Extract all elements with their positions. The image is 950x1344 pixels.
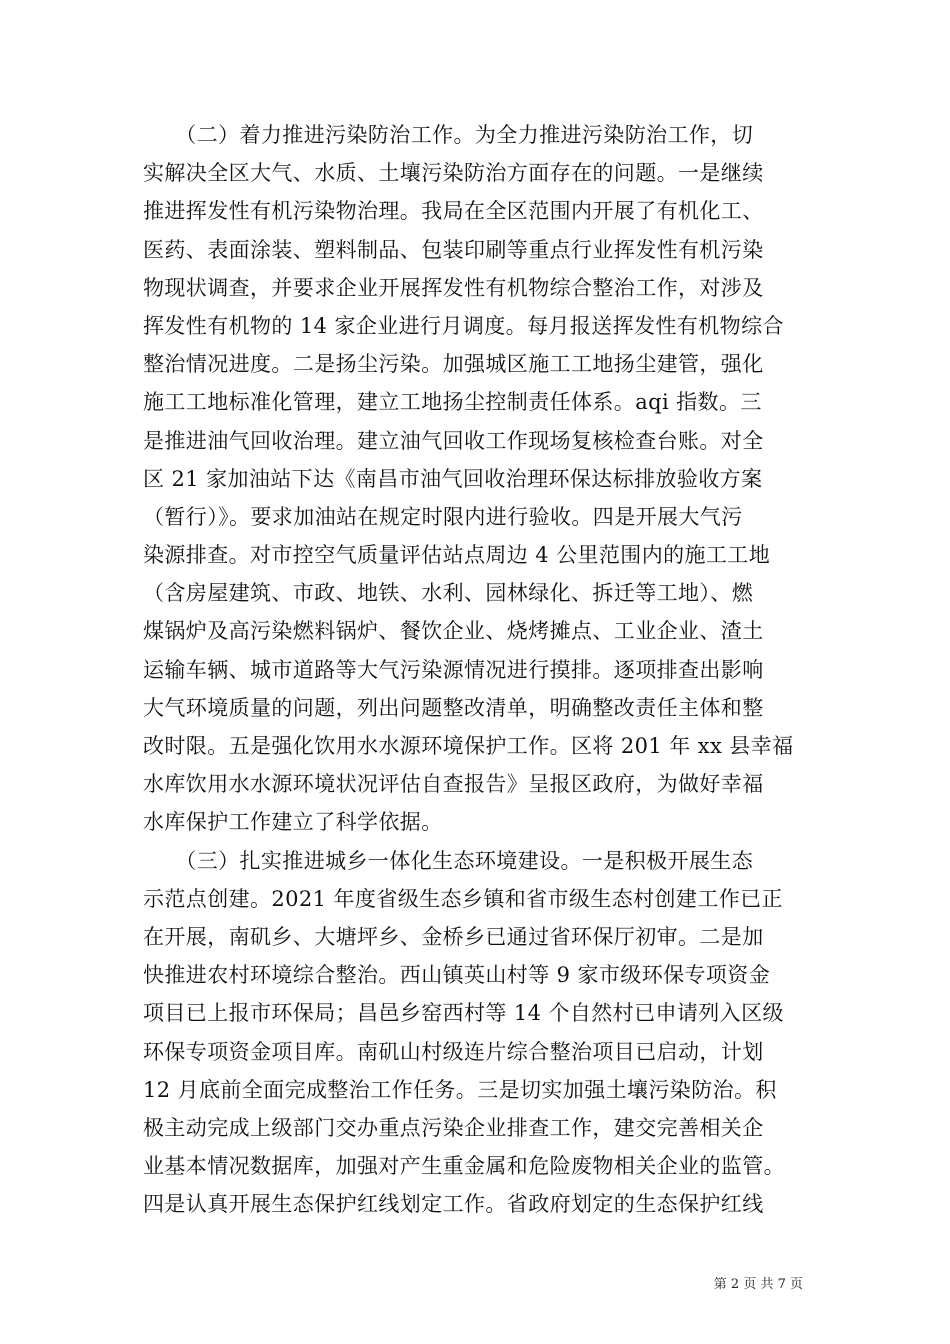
text-line: 在开展，南矶乡、大塘坪乡、金桥乡已通过省环保厅初审。二是加: [143, 924, 764, 949]
text-line: 水库保护工作建立了科学依据。: [143, 810, 443, 835]
text-line: 区 21 家加油站下达《南昌市油气回收治理环保达标排放验收方案: [143, 466, 763, 491]
text-line: 环保专项资金项目库。南矶山村级连片综合整治项目已启动，计划: [143, 1039, 764, 1064]
text-line: 业基本情况数据库，加强对产生重金属和危险废物相关企业的监管。: [143, 1154, 785, 1179]
text-line: 极主动完成上级部门交办重点污染企业排查工作，建交完善相关企: [143, 1115, 764, 1140]
text-line: 整治情况进度。二是扬尘污染。加强城区施工工地扬尘建管，强化: [143, 352, 764, 377]
text-line: 四是认真开展生态保护红线划定工作。省政府划定的生态保护红线: [143, 1192, 764, 1217]
text-line: 挥发性有机物的 14 家企业进行月调度。每月报送挥发性有机物综合: [143, 313, 784, 338]
text-line: 推进挥发性有机污染物治理。我局在全区范围内开展了有机化工、: [143, 199, 764, 224]
text-line: 快推进农村环境综合整治。西山镇英山村等 9 家市级环保专项资金: [143, 963, 771, 988]
text-line: 物现状调查，并要求企业开展挥发性有机物综合整治工作，对涉及: [143, 275, 764, 300]
text-line: 是推进油气回收治理。建立油气回收工作现场复核检查台账。对全: [143, 428, 764, 453]
text-line: 实解决全区大气、水质、土壤污染防治方面存在的问题。一是继续: [143, 161, 764, 186]
text-line: 医药、表面涂装、塑料制品、包装印刷等重点行业挥发性有机污染: [143, 237, 764, 262]
text-line: 染源排查。对市控空气质量评估站点周边 4 公里范围内的施工工地: [143, 543, 771, 568]
text-line: 运输车辆、城市道路等大气污染源情况进行摸排。逐项排查出影响: [143, 657, 764, 682]
text-line: 改时限。五是强化饮用水水源环境保护工作。区将 201 年 xx 县幸福: [143, 734, 794, 758]
text-line: 大气环境质量的问题，列出问题整改清单，明确整改责任主体和整: [143, 695, 764, 720]
text-line: 煤锅炉及高污染燃料锅炉、餐饮企业、烧烤摊点、工业企业、渣土: [143, 619, 764, 644]
text-line: （三）扎实推进城乡一体化生态环境建设。一是积极开展生态: [143, 848, 754, 873]
text-line: （暂行）》。要求加油站在规定时限内进行验收。四是开展大气污: [143, 504, 743, 529]
text-line: 项目已上报市环保局；昌邑乡窑西村等 14 个自然村已申请列入区级: [143, 1001, 784, 1026]
text-line: 水库饮用水水源环境状况评估自查报告》呈报区政府，为做好幸福: [143, 772, 764, 797]
text-line: （含房屋建筑、市政、地铁、水利、园林绿化、拆迁等工地）、燃: [143, 581, 754, 606]
page-number: 第 2 页 共 7 页: [713, 1277, 803, 1292]
text-line: 示范点创建。2021 年度省级生态乡镇和省市级生态村创建工作已正: [143, 886, 783, 911]
text-line: 12 月底前全面完成整治工作任务。三是切实加强土壤污染防治。积: [143, 1077, 777, 1102]
document-body: [143, 116, 811, 1223]
text-line: 施工工地标准化管理，建立工地扬尘控制责任体系。aqi 指数。三: [143, 390, 762, 415]
text-line: （二）着力推进污染防治工作。为全力推进污染防治工作，切: [143, 123, 754, 147]
